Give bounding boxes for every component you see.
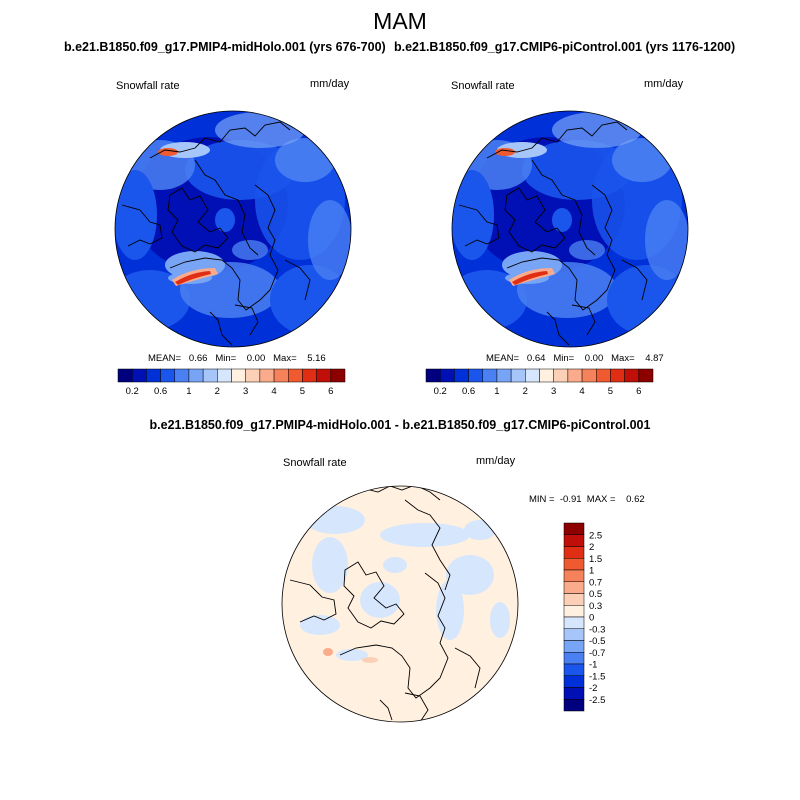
panel1-colorbar-swatch [317, 369, 331, 382]
panel3-colorbar-swatch [564, 629, 584, 641]
panel1-colorbar-swatch [302, 369, 316, 382]
panel3-colorbar-swatch [564, 676, 584, 688]
panel3-colorbar-tick-label: 1.5 [589, 553, 603, 565]
panel1-colorbar-swatch [203, 369, 217, 382]
panel2-colorbar-tick-label: 2 [522, 386, 528, 397]
panel1-stats: MEAN= 0.66 Min= 0.00 Max= 5.16 [148, 353, 326, 364]
panel1-map [110, 106, 356, 352]
panel1-colorbar-swatch [232, 369, 246, 382]
panel2-colorbar-swatch [554, 369, 568, 382]
panel3-colorbar [564, 523, 605, 711]
panel1-variable-label: Snowfall rate [116, 80, 180, 92]
panel2-colorbar-swatch [511, 369, 525, 382]
panel1-colorbar-tick-label: 2 [214, 386, 220, 397]
panel2-colorbar-swatch [483, 369, 497, 382]
panel2-colorbar-swatch [540, 369, 554, 382]
panel3-colorbar-tick-label: -1.5 [589, 671, 606, 683]
panel1-colorbar-swatch [274, 369, 288, 382]
panel1-colorbar-tick-label: 0.6 [153, 386, 168, 397]
panel1-colorbar-tick-label: 4 [271, 386, 277, 397]
panel3-colorbar-swatch [564, 688, 584, 700]
panel1-colorbar-swatch [189, 369, 203, 382]
panel2-colorbar [426, 369, 653, 397]
panel1-units-label: mm/day [310, 78, 350, 90]
panel3-colorbar-tick-label: 0.5 [589, 589, 603, 600]
panel3-colorbar-tick-label: 0.7 [589, 577, 603, 589]
panel3-colorbar-swatch [564, 594, 584, 606]
panel2-colorbar-tick-label: 3 [551, 386, 557, 397]
panel3-units-label: mm/day [476, 455, 516, 467]
panel2-colorbar-swatch [596, 369, 610, 382]
panel1-colorbar-swatch [175, 369, 189, 382]
panel3-variable-label: Snowfall rate [283, 457, 347, 469]
panel3-colorbar-tick-label: 2.5 [589, 530, 603, 542]
panel3-colorbar-swatch [564, 558, 584, 570]
panel1-colorbar-swatch [132, 369, 146, 382]
panel2-colorbar-swatch [625, 369, 639, 382]
panel3-colorbar-swatch [564, 641, 584, 653]
panel3-colorbar-swatch [564, 582, 584, 594]
panel1-colorbar-swatch [331, 369, 345, 382]
panel2-colorbar-swatch [454, 369, 468, 382]
panel2-colorbar-swatch [639, 369, 653, 382]
main-title: MAM [373, 8, 427, 34]
panel2-title: b.e21.B1850.f09_g17.CMIP6-piControl.001 (yrs 1176-1200) [394, 40, 736, 54]
panel2-colorbar-swatch [497, 369, 511, 382]
panel2-colorbar-tick-label: 0.6 [461, 386, 476, 397]
panel3-colorbar-tick-label: 2 [589, 542, 595, 553]
panel3-colorbar-swatch [564, 535, 584, 547]
panel3-colorbar-tick-label: -0.7 [589, 647, 606, 659]
panel3-colorbar-swatch [564, 547, 584, 559]
panel3-colorbar-tick-label: -1 [589, 659, 598, 671]
panel3-map [277, 481, 523, 727]
panel1-colorbar-tick-label: 0.2 [125, 386, 139, 397]
panel2-colorbar-swatch [525, 369, 539, 382]
panel2-colorbar-swatch [426, 369, 440, 382]
panel3-colorbar-swatch [564, 664, 584, 676]
panel3-colorbar-tick-label: -0.3 [589, 624, 606, 636]
panel2-colorbar-swatch [440, 369, 454, 382]
panel2-variable-label: Snowfall rate [451, 80, 515, 92]
panel2-colorbar-tick-label: 5 [607, 386, 614, 397]
panel3-colorbar-swatch [564, 617, 584, 629]
panel3-field-base [277, 481, 523, 727]
panel1-colorbar-tick-label: 3 [243, 386, 249, 397]
panel3-colorbar-tick-label: 1 [589, 565, 595, 577]
panel2-colorbar-swatch [610, 369, 624, 382]
panel3-colorbar-swatch [564, 570, 584, 582]
panel2-map [447, 106, 693, 352]
panel1-colorbar [118, 369, 345, 397]
panel1-colorbar-swatch [118, 369, 132, 382]
panel3-colorbar-tick-label: -0.5 [589, 636, 606, 647]
panel1-colorbar-swatch [288, 369, 302, 382]
panel2-colorbar-tick-label: 0.2 [433, 386, 447, 397]
panel1-colorbar-swatch [161, 369, 175, 382]
panel1-colorbar-swatch [146, 369, 160, 382]
panel2-colorbar-tick-label: 6 [636, 386, 642, 397]
panel2-stats: MEAN= 0.64 Min= 0.00 Max= 4.87 [486, 353, 664, 364]
panel2-units-label: mm/day [644, 78, 684, 90]
panel1-colorbar-swatch [260, 369, 274, 382]
panel3-colorbar-swatch [564, 605, 584, 617]
panel3-colorbar-tick-label: 0 [589, 612, 595, 624]
panel1-colorbar-tick-label: 6 [328, 386, 334, 397]
panel1-colorbar-tick-label: 1 [186, 386, 192, 397]
panel2-colorbar-tick-label: 1 [494, 386, 500, 397]
panel2-colorbar-swatch [469, 369, 483, 382]
panel2-colorbar-swatch [582, 369, 596, 382]
panel2-colorbar-swatch [568, 369, 582, 382]
panel3-title: b.e21.B1850.f09_g17.PMIP4-midHolo.001 - b.e21.B1850.f09_g17.CMIP6-piControl.001 [149, 418, 651, 432]
panel3-colorbar-tick-label: 0.3 [589, 600, 603, 612]
panel3-colorbar-swatch [564, 699, 584, 711]
panel1-title: b.e21.B1850.f09_g17.PMIP4-midHolo.001 (yrs 676-700) [64, 40, 386, 54]
panel2-colorbar-tick-label: 4 [579, 386, 585, 397]
panel3-colorbar-tick-label: -2.5 [589, 694, 606, 706]
panel1-colorbar-swatch [246, 369, 260, 382]
panel3-stats: MIN = -0.91 MAX = 0.62 [529, 494, 645, 505]
panel3-colorbar-tick-label: -2 [589, 683, 598, 694]
panel1-colorbar-swatch [217, 369, 231, 382]
panel3-colorbar-swatch [564, 523, 584, 535]
panel1-colorbar-tick-label: 5 [299, 386, 306, 397]
panel3-colorbar-swatch [564, 652, 584, 664]
